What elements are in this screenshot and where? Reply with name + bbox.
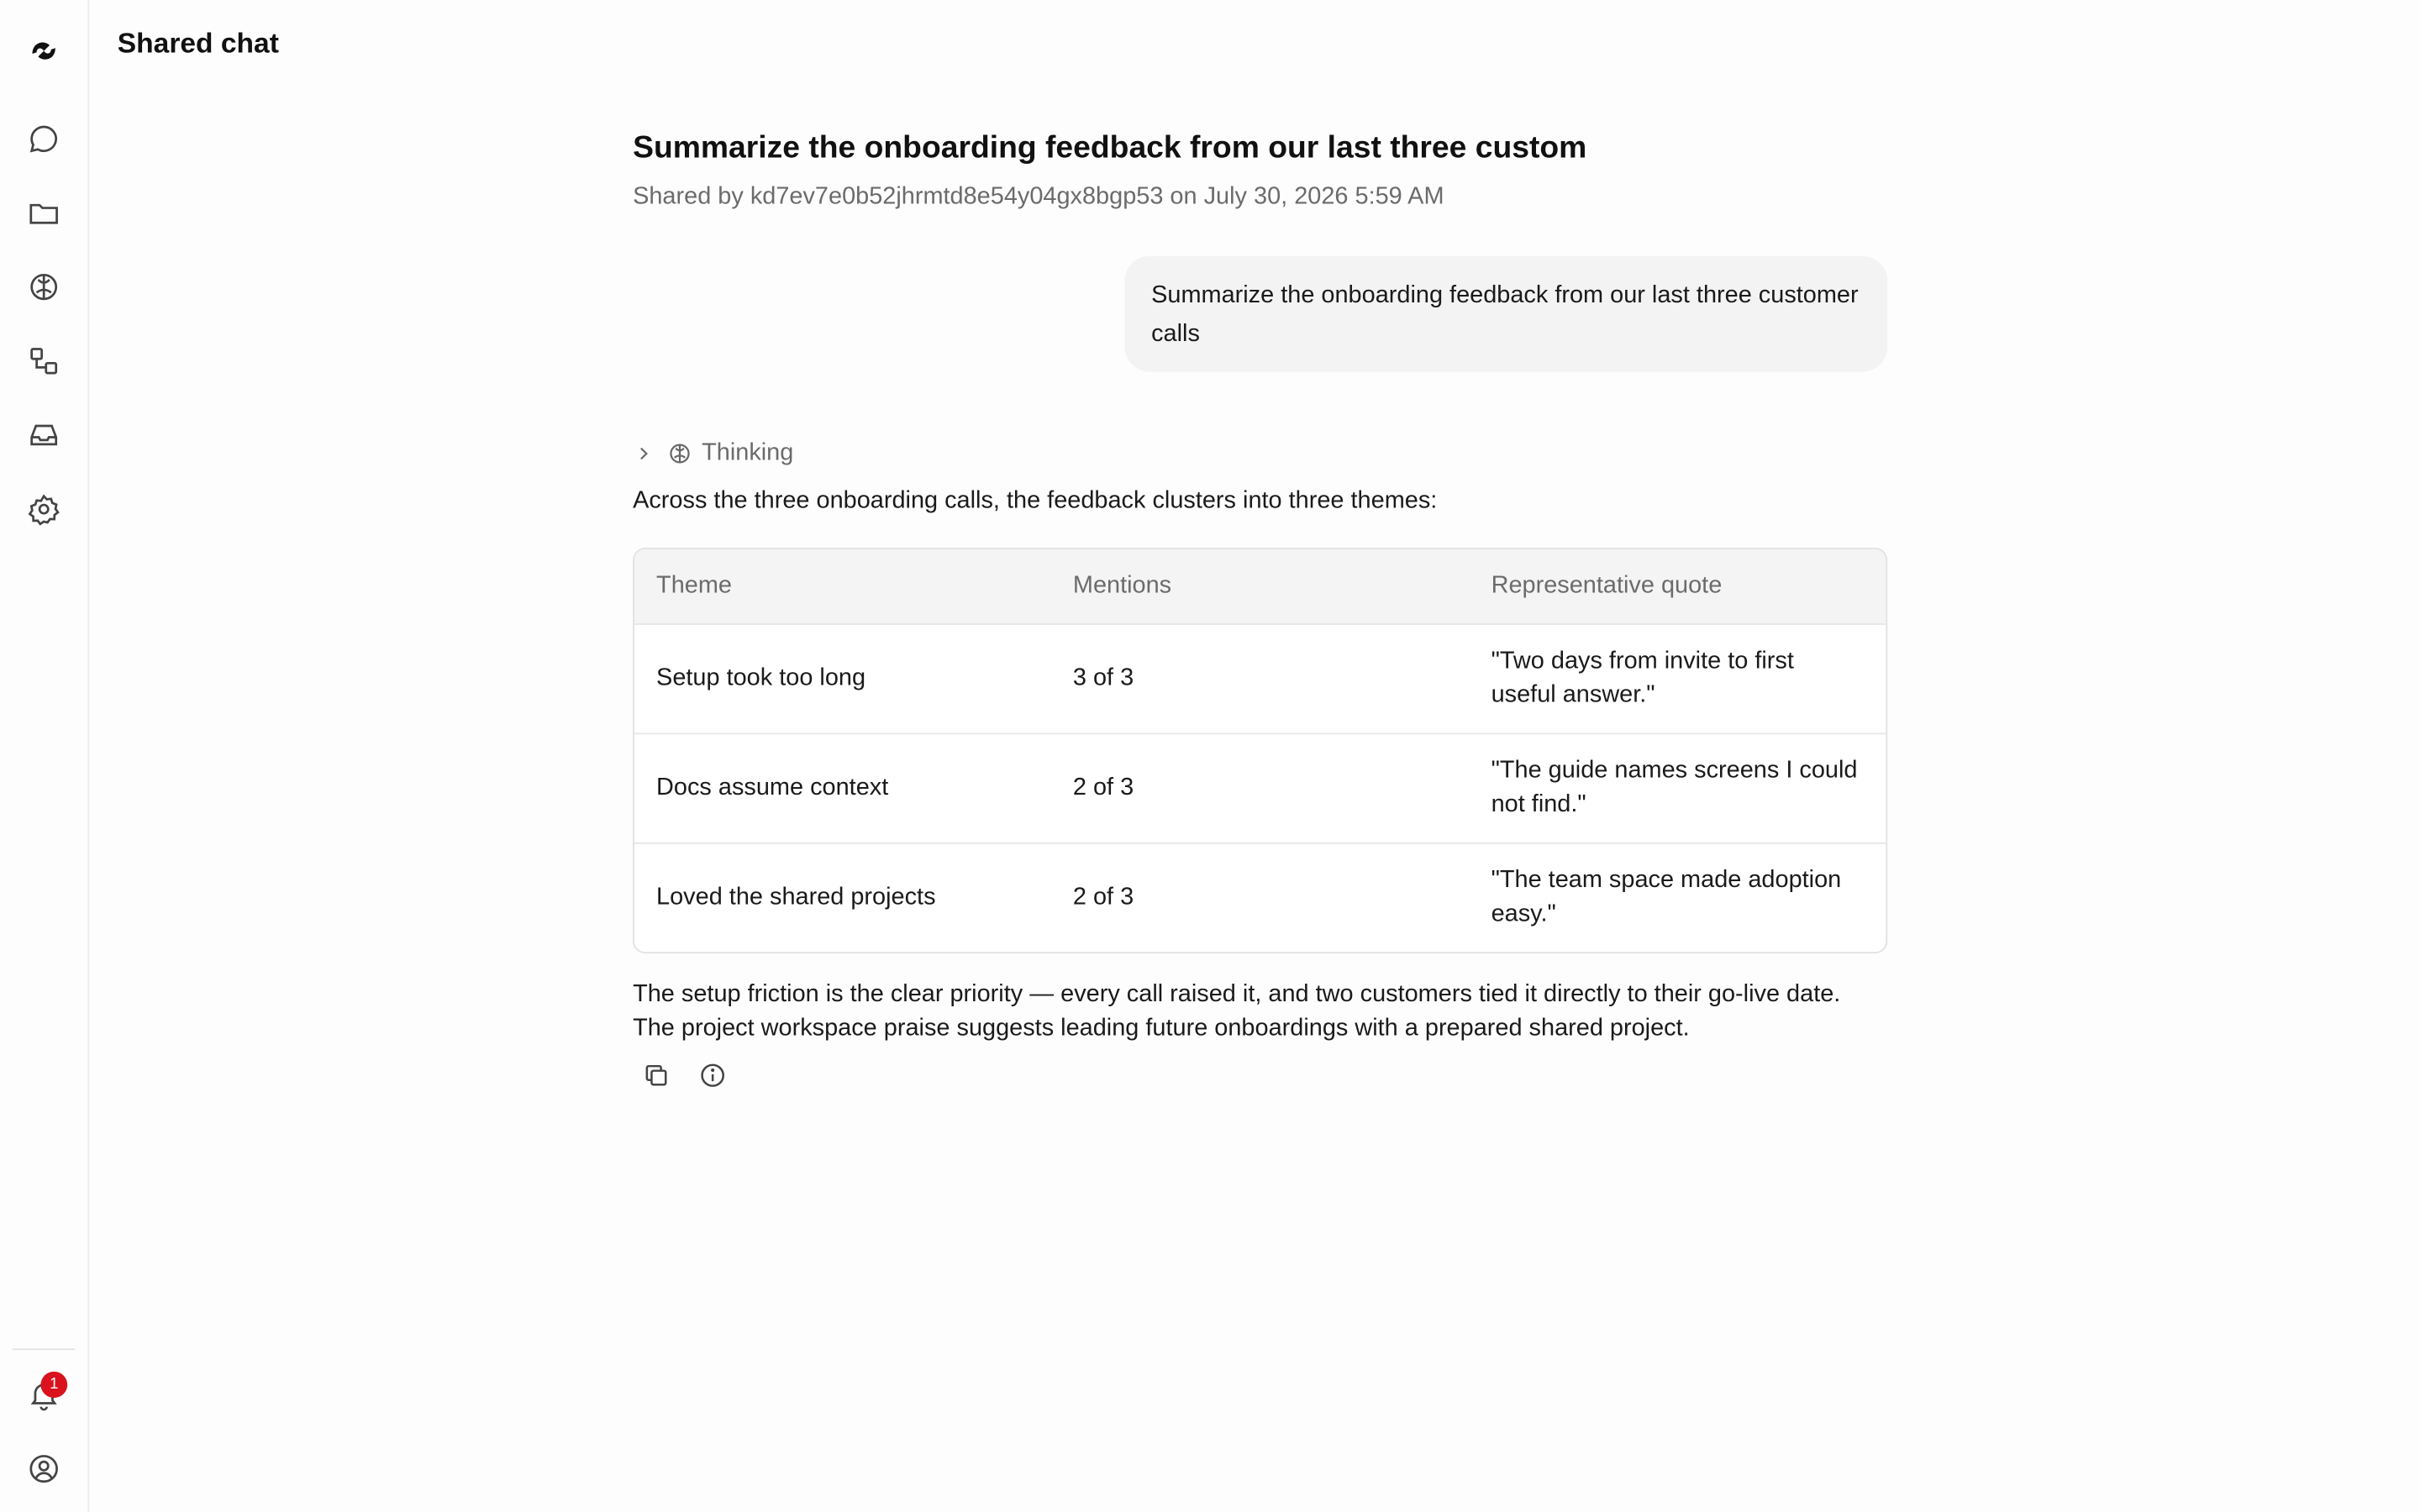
feedback-table	[633, 548, 1887, 953]
table-row	[634, 623, 1886, 732]
sidebar	[0, 0, 89, 1512]
table-cell-mentions: 2 of 3	[1072, 884, 1134, 911]
table-cell-mentions: 2 of 3	[1072, 774, 1134, 801]
assistant-intro: Across the three onboarding calls, the feedback clusters into three themes:	[633, 487, 1438, 514]
table-row	[634, 732, 1886, 842]
table-cell-theme: Docs assume context	[656, 774, 889, 801]
copy-button[interactable]	[642, 1062, 671, 1089]
brain-icon[interactable]	[22, 265, 66, 308]
brain-icon	[667, 441, 692, 465]
logo-icon[interactable]	[22, 29, 66, 72]
table-cell-theme: Setup took too long	[656, 664, 866, 691]
workflow-icon[interactable]	[22, 339, 66, 382]
column-header-quote: Representative quote	[1491, 572, 1723, 599]
copy-icon	[642, 1062, 671, 1089]
info-icon	[698, 1062, 727, 1089]
page-title: Shared chat	[117, 28, 279, 59]
table-cell-quote: "Two days from invite to first useful answer."	[1491, 648, 1794, 709]
table-cell-quote: "The team space made adoption easy."	[1491, 867, 1842, 927]
table-header-row	[634, 549, 1886, 623]
assistant-conclusion: The setup friction is the clear priority — every call raised it, and two customers tied it directly to their go-live date. The project workspace praise suggests leading future onboardings with a prepared shared project.	[633, 981, 1841, 1042]
chevron-right-icon	[633, 443, 655, 465]
thinking-label: Thinking	[702, 439, 794, 466]
table-cell-theme: Loved the shared projects	[656, 884, 936, 911]
shared-by-meta: Shared by kd7ev7e0b52jhrmtd8e54y04gx8bgp53 on July 30, 2026 5:59 AM	[633, 183, 1444, 210]
sidebar-divider	[13, 1348, 76, 1350]
gear-icon[interactable]	[22, 487, 66, 530]
notification-badge: 1	[40, 1372, 67, 1398]
info-button[interactable]	[698, 1062, 727, 1089]
thinking-toggle[interactable]	[633, 439, 793, 467]
inbox-icon[interactable]	[22, 413, 66, 456]
table-cell-mentions: 3 of 3	[1072, 664, 1134, 691]
user-circle-icon[interactable]	[22, 1447, 66, 1490]
table-row	[634, 843, 1886, 952]
column-header-mentions: Mentions	[1072, 572, 1172, 599]
folder-icon[interactable]	[22, 192, 66, 234]
chat-bubble-icon[interactable]	[22, 118, 66, 160]
chat-title: Summarize the onboarding feedback from our last three custom	[633, 131, 1587, 165]
message-actions	[642, 1062, 727, 1089]
table-cell-quote: "The guide names screens I could not find."	[1491, 757, 1858, 818]
user-message: Summarize the onboarding feedback from our last three customer calls	[1124, 256, 1887, 372]
column-header-theme: Theme	[656, 572, 732, 599]
